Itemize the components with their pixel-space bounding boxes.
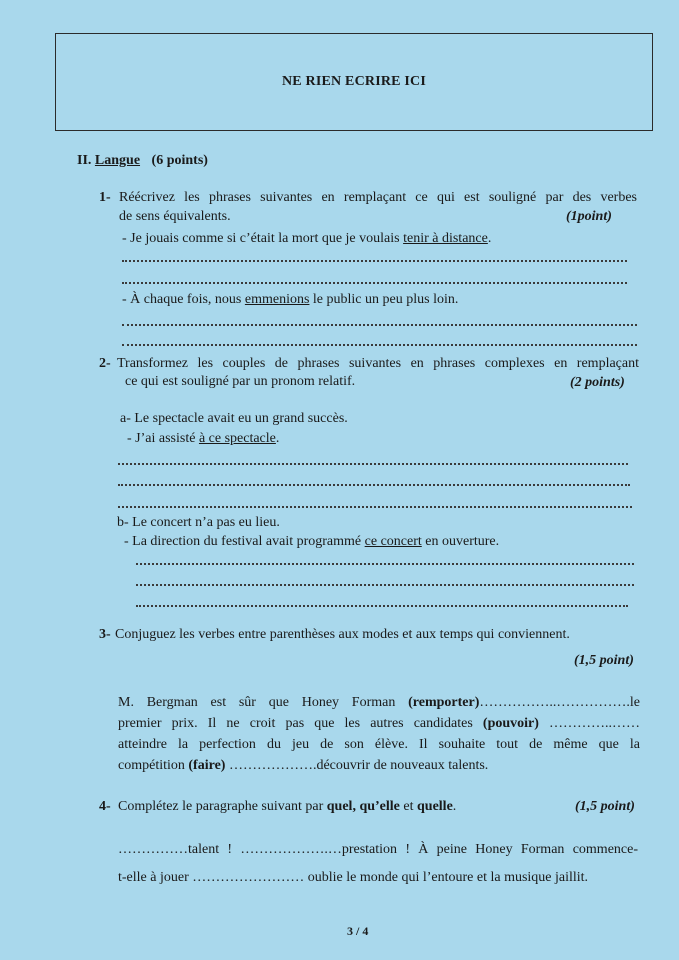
q2-instruction-line2: ce qui est souligné par un pronom relatif. (125, 374, 356, 389)
q3-p1-a: M. Bergman est sûr que Honey Forman (118, 695, 409, 710)
q4-pre: Complétez le paragraphe suivant par (118, 799, 327, 814)
q2-points: (2 points) (570, 375, 625, 390)
q3-p2-b: …………..…… (538, 716, 641, 731)
q1-s1-post: . (487, 231, 492, 246)
q4-sep2: et (399, 799, 417, 814)
q1-points: (1point) (566, 209, 612, 224)
section-points: (6 points) (151, 153, 208, 168)
q2-a-sentence-2 (127, 430, 279, 448)
q3-line2-text (118, 715, 640, 733)
q1-s2-underlined: emmenions (244, 292, 310, 307)
q3-instruction: Conjuguez les verbes entre parenthèses aux modes et aux temps qui conviennent. (115, 627, 570, 642)
q3-verb-pouvoir: (pouvoir) (482, 716, 539, 731)
q1-s2-pre: - À chaque fois, nous (122, 292, 245, 307)
q4-word-quelle-apostrophe: qu’elle (359, 799, 400, 814)
q4-instruction (118, 798, 456, 816)
section-name: Langue (94, 153, 141, 168)
page-number: 3 / 4 (347, 924, 369, 938)
q4-paragraph-line2: t-elle à jouer …………………… oublie le monde qui l’entoure et la musique jaillit. (118, 870, 589, 885)
q3-paragraph-line3 (118, 736, 640, 754)
q3-verb-remporter: (remporter) (408, 695, 480, 710)
q3-verb-faire: (faire) (188, 758, 226, 773)
q2-b2-underlined: ce concert (364, 534, 422, 549)
q2-b2-pre: - La direction du festival avait programmé (124, 534, 365, 549)
q3-paragraph-line2 (118, 715, 640, 733)
answer-line[interactable] (122, 322, 637, 326)
answer-line[interactable] (136, 582, 634, 586)
section-number: II. (77, 153, 92, 168)
answer-line[interactable] (122, 342, 637, 346)
q4-paragraph-line1 (118, 841, 638, 859)
box-title: NE RIEN ECRIRE ICI (281, 74, 427, 89)
q1-sentence-1 (122, 230, 491, 248)
answer-line[interactable] (118, 461, 628, 465)
q3-p4-a: compétition (118, 758, 189, 773)
q2-b-sentence-1: b- Le concert n’a pas eu lieu. (117, 515, 280, 530)
q4-word-quelle: quelle (417, 799, 453, 814)
q2-b2-post: en ouverture. (421, 534, 500, 549)
q2-line1-text: Transformez les couples de phrases suivantes en phrases complexes en remplaçant (117, 356, 639, 371)
q3-number: 3- (99, 627, 111, 642)
q3-p4-b: ……………….découvrir de nouveaux talents. (225, 758, 489, 773)
q4-line1-text: ……………talent ! ……………….…prestation ! À peine Honey Forman commence- (118, 842, 638, 857)
q3-p1-b: ……………..…………….le (479, 695, 640, 710)
q1-sentence-2 (122, 291, 458, 309)
q3-points: (1,5 point) (574, 653, 634, 668)
q1-number: 1- (99, 190, 111, 205)
q3-paragraph-line4 (118, 757, 488, 775)
answer-line[interactable] (122, 280, 627, 284)
section-heading (77, 152, 208, 170)
q2-a2-underlined: à ce spectacle (198, 431, 276, 446)
q3-line3-text: atteindre la perfection du jeu de son élève. Il souhaite tout de même que la (118, 737, 640, 752)
q2-a-sentence-1: a- Le spectacle avait eu un grand succès. (120, 411, 348, 426)
q2-number: 2- (99, 356, 111, 371)
q1-s1-pre: - Je jouais comme si c’était la mort que je voulais (122, 231, 404, 246)
q1-instruction-line1 (119, 189, 637, 207)
q2-instruction-line1 (117, 355, 639, 373)
q1-s1-underlined: tenir à distance (403, 231, 488, 246)
q4-number: 4- (99, 799, 111, 814)
q1-instruction-line2: de sens équivalents. (119, 209, 231, 224)
q4-post: . (452, 799, 457, 814)
answer-line[interactable] (136, 561, 634, 565)
q4-sep1: , (352, 799, 360, 814)
q2-b-sentence-2 (124, 533, 499, 551)
answer-line[interactable] (122, 258, 627, 262)
q1-line1-text: Réécrivez les phrases suivantes en remplaçant ce qui est souligné par des verbes (119, 190, 637, 205)
q3-line1-text (118, 694, 640, 712)
answer-line[interactable] (118, 504, 632, 508)
q4-points: (1,5 point) (575, 799, 635, 814)
q4-word-quel: quel (326, 799, 353, 814)
q3-p2-a: premier prix. Il ne croit pas que les autres candidates (118, 716, 483, 731)
q1-s2-post: le public un peu plus loin. (309, 292, 459, 307)
q2-a2-pre: - J’ai assisté (127, 431, 199, 446)
answer-line[interactable] (118, 482, 630, 486)
q3-paragraph-line1 (118, 694, 640, 712)
answer-line[interactable] (136, 603, 628, 607)
do-not-write-box (55, 33, 653, 131)
q2-a2-post: . (275, 431, 280, 446)
